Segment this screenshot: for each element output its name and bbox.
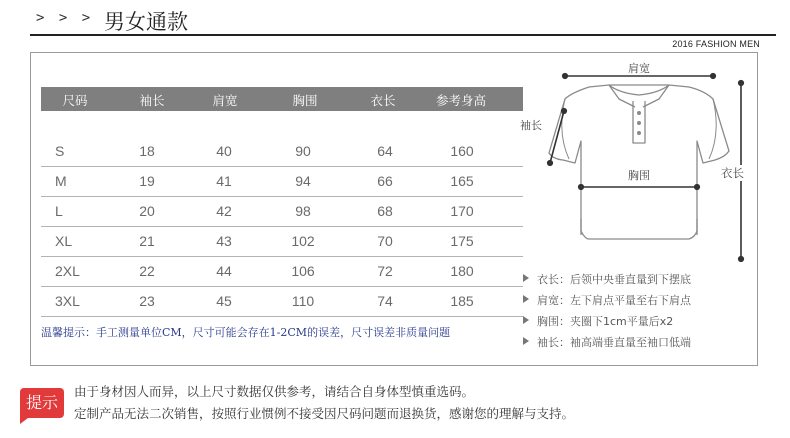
cell-shoulder: 42	[216, 203, 232, 219]
cell-shoulder: 41	[216, 173, 232, 189]
bullet-triangle-icon	[523, 274, 529, 282]
bullet-triangle-icon	[523, 295, 529, 303]
cell-length: 70	[377, 233, 393, 249]
cell-size: M	[55, 173, 67, 189]
measurement-note: 温馨提示：手工测量单位CM，尺寸可能会存在1-2CM的误差，尺寸误差非质量问题	[41, 326, 451, 339]
cell-size: 2XL	[55, 263, 80, 279]
cell-sleeve: 22	[139, 263, 155, 279]
header-arrows: > > >	[36, 10, 94, 26]
bullet-triangle-icon	[523, 337, 529, 345]
cell-chest: 94	[295, 173, 311, 189]
cell-length: 74	[377, 293, 393, 309]
cell-height: 175	[450, 233, 474, 249]
shirt-outline-icon	[549, 85, 729, 239]
sleeve-measure-line	[548, 109, 567, 166]
cell-size: 3XL	[55, 293, 80, 309]
section-title: 男女通款	[104, 10, 188, 34]
cell-height: 160	[450, 143, 474, 159]
shirt-measurement-diagram	[509, 59, 749, 269]
table-row	[41, 137, 523, 167]
definition-item	[523, 334, 691, 355]
bullet-triangle-icon	[523, 316, 529, 324]
cell-chest: 90	[295, 143, 311, 159]
measurement-definitions	[523, 271, 691, 355]
table-row	[41, 257, 523, 287]
cell-sleeve: 23	[139, 293, 155, 309]
cell-height: 185	[450, 293, 474, 309]
cell-shoulder: 40	[216, 143, 232, 159]
cell-length: 72	[377, 263, 393, 279]
cell-height: 180	[450, 263, 474, 279]
definition-length: 衣长：后领中央垂直量到下摆底	[537, 273, 691, 286]
cell-shoulder: 44	[216, 263, 232, 279]
definition-shoulder: 肩宽：左下肩点平量至右下肩点	[537, 294, 691, 307]
sleeve-label: 袖长	[520, 119, 542, 132]
size-table-header	[41, 87, 523, 111]
cell-length: 66	[377, 173, 393, 189]
definition-item	[523, 271, 691, 292]
header-rule	[30, 34, 776, 36]
section-header	[30, 6, 776, 49]
table-row	[41, 167, 523, 197]
cell-chest: 110	[291, 293, 315, 309]
cell-size: L	[55, 203, 63, 219]
column-header-height: 参考身高	[435, 93, 487, 108]
definition-chest: 胸围：夹圈下1cm平量后x2	[537, 315, 674, 328]
cell-size: S	[55, 143, 65, 159]
tip-badge: 提示	[20, 388, 64, 418]
cell-height: 165	[450, 173, 474, 189]
definition-item	[523, 313, 691, 334]
column-header-sleeve: 袖长	[139, 93, 165, 108]
cell-length: 68	[377, 203, 393, 219]
size-table-body	[41, 137, 523, 317]
cell-sleeve: 18	[139, 143, 155, 159]
column-header-shoulder: 肩宽	[212, 93, 238, 108]
shirt-buttons-icon	[637, 111, 641, 135]
definition-item	[523, 292, 691, 313]
tip-line-1: 由于身材因人而异，以上尺寸数据仅供参考，请结合自身体型慎重选码。	[74, 384, 475, 399]
cell-length: 64	[377, 143, 393, 159]
cell-height: 170	[450, 203, 474, 219]
brand-text: 2016 FASHION MEN	[672, 39, 760, 49]
size-chart-panel	[30, 52, 758, 366]
chest-label: 胸围	[628, 169, 650, 182]
cell-chest: 98	[295, 203, 311, 219]
cell-chest: 102	[291, 233, 315, 249]
length-label: 衣长	[721, 166, 744, 180]
column-header-chest: 胸围	[292, 93, 318, 108]
column-header-length: 衣长	[370, 93, 396, 108]
cell-sleeve: 20	[139, 203, 155, 219]
column-header-size: 尺码	[62, 93, 88, 108]
definition-sleeve: 袖长：袖高端垂直量至袖口低端	[537, 336, 691, 349]
cell-shoulder: 43	[216, 233, 232, 249]
cell-chest: 106	[291, 263, 315, 279]
cell-sleeve: 21	[139, 233, 155, 249]
tip-line-2: 定制产品无法二次销售，按照行业惯例不接受因尺码问题而退换货，感谢您的理解与支持。	[74, 406, 575, 421]
cell-shoulder: 45	[216, 293, 232, 309]
cell-size: XL	[55, 233, 73, 249]
chest-measure-line	[579, 185, 700, 190]
cell-sleeve: 19	[139, 173, 155, 189]
shoulder-label: 肩宽	[628, 62, 650, 75]
table-row	[41, 227, 523, 257]
table-row	[41, 197, 523, 227]
table-row	[41, 287, 523, 317]
